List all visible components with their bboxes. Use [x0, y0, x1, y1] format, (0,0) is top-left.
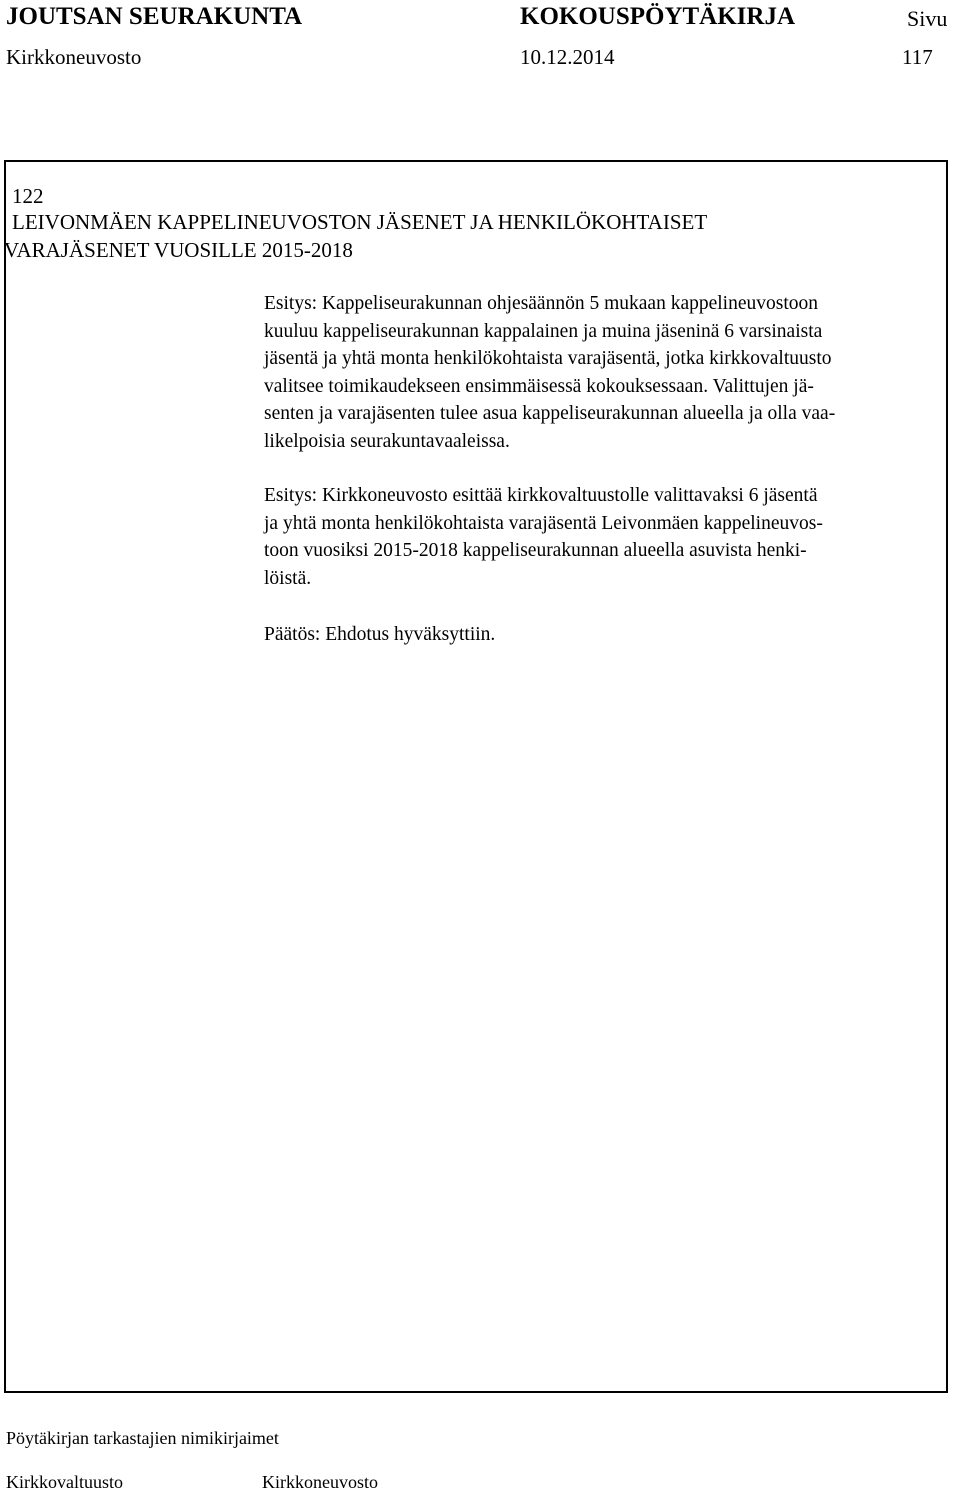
- council-proposal-paragraph: [264, 482, 823, 592]
- signatures-label: Pöytäkirjan tarkastajien nimikirjaimet: [6, 1428, 279, 1448]
- meeting-body: Kirkkoneuvosto: [6, 45, 142, 69]
- meeting-date: 10.12.2014: [520, 45, 615, 69]
- paragraph-line: Esitys: Kirkkoneuvosto esittää kirkkovaltuustolle valittavaksi 6 jäsentä: [264, 485, 818, 506]
- paragraph-line: löistä.: [264, 567, 312, 589]
- page-label: Sivu: [907, 6, 948, 31]
- signature-kirkkoneuvosto: Kirkkoneuvosto: [262, 1472, 378, 1492]
- minutes-frame: [4, 160, 948, 1393]
- item-number: 122: [12, 184, 44, 208]
- paragraph-line: jäsentä ja yhtä monta henkilökohtaista varajäsentä, jotka kirkkovaltuusto: [264, 348, 832, 369]
- paragraph-line: valitsee toimikaudekseen ensimmäisessä kokouksessaan. Valittujen jä-: [264, 375, 814, 397]
- paragraph-line: Esitys: Kappeliseurakunnan ohjesäännön 5 mukaan kappelineuvostoon: [264, 293, 818, 314]
- paragraph-line: Päätös: Ehdotus hyväksyttiin.: [264, 624, 496, 645]
- signature-kirkkovaltuusto: Kirkkovaltuusto: [6, 1472, 123, 1492]
- paragraph-line: senten ja varajäsenten tulee asua kappeliseurakunnan alueella ja olla vaa-: [264, 403, 836, 424]
- paragraph-line: ja yhtä monta henkilökohtaista varajäsentä Leivonmäen kappelineuvos-: [264, 512, 823, 534]
- decision-paragraph: [264, 621, 495, 649]
- page-number: 117: [902, 45, 933, 69]
- paragraph-line: likelpoisia seurakuntavaaleissa.: [264, 430, 510, 452]
- document-type: KOKOUSPÖYTÄKIRJA: [520, 3, 796, 30]
- item-title-line-1: LEIVONMÄEN KAPPELINEUVOSTON JÄSENET JA HENKILÖKOHTAISET: [12, 210, 708, 234]
- org-name: JOUTSAN SEURAKUNTA: [6, 3, 303, 30]
- paragraph-line: kuuluu kappeliseurakunnan kappalainen ja muina jäseninä 6 varsinaista: [264, 320, 823, 342]
- paragraph-line: toon vuosiksi 2015-2018 kappeliseurakunnan alueella asuvista henki-: [264, 540, 807, 561]
- proposal-paragraph: [264, 290, 835, 455]
- item-title-line-2: VARAJÄSENET VUOSILLE 2015-2018: [4, 238, 353, 262]
